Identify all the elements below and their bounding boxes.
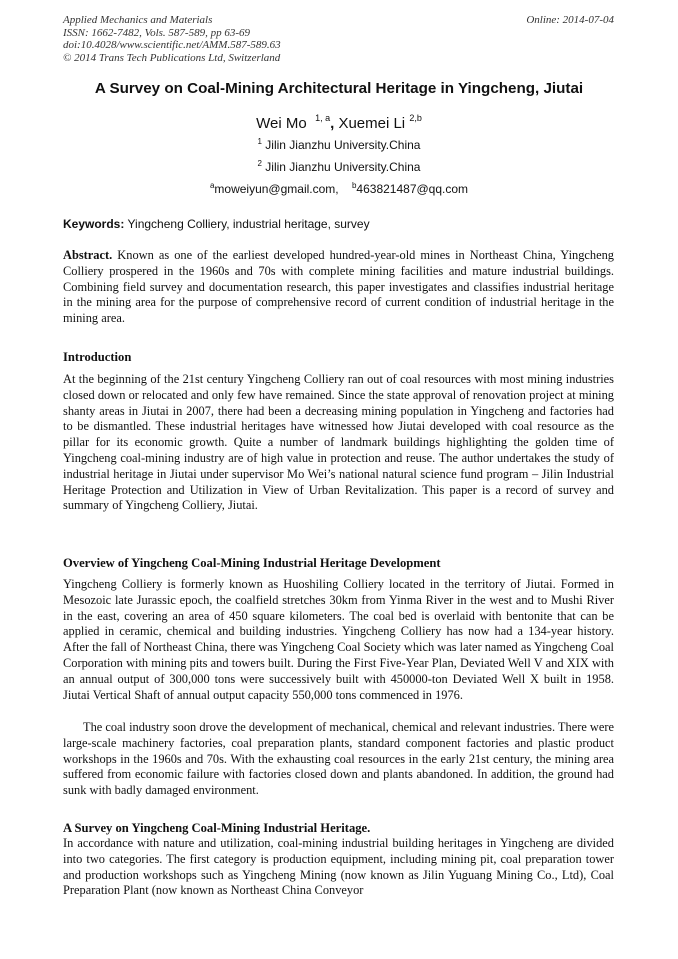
copyright-line: © 2014 Trans Tech Publications Ltd, Switzerland	[63, 51, 281, 64]
abstract-text: Known as one of the earliest developed hundred-year-old mines in Northeast China, Yingcheng Colliery prospered in the 1960s and 70s with complete mining facilities and mature industrial buildings. Combining field survey and documentation research, this paper investigates and classifies industrial heritage in the mining area for the purpose of comprehensive record of current condition of industrial heritage in the mining area.	[63, 248, 614, 326]
overview-paragraph-2: The coal industry soon drove the development of mechanical, chemical and relevant industries. There were large-scale machinery factories, coal preparation plants, standard component factories and plastic product workshops in the 1960s and 70s. With the exhausting coal resources in the early 21st century, the mining area suffered from economic failure with factories closed down and plants abandoned. In addition, the ground had sunk with badly damaged environment.	[63, 720, 614, 798]
author-1: Wei Mo	[256, 115, 307, 132]
survey-heading: A Survey on Yingcheng Coal-Mining Industrial Heritage.	[63, 821, 371, 835]
online-date: Online: 2014-07-04	[526, 14, 614, 26]
affiliation-1-sup: 1	[257, 137, 262, 146]
affiliation-2-sup: 2	[257, 159, 262, 168]
overview-paragraph-1: Yingcheng Colliery is formerly known as Huoshiling Colliery located in the territory of Jiutai. Formed in Mesozoic late Jurassic epoch, the coalfield stretches 30km from Yinma River in the west and to Mushi River in the east, covering an area of 450 square kilometers. The coal bed is overlaid with bentonite that can be applied in ceramic, chemical and building industries. Yingcheng Colliery has now had a 134-year history. After the fall of Northeast China, there was Yingcheng Coal Society which was later named as Yingcheng Coal Corporation with mining pits and towers built. During the First Five-Year Plan, Deviated Well V and XIX with an annual output of 300,000 tons were successively built with 450000-ton Deviated Well X built in 1958. Jiutai Vertical Shaft of annual output capacity 550,000 tons commenced in 1976.	[63, 577, 614, 702]
author-1-sup: 1, a	[315, 113, 331, 123]
abstract	[63, 248, 614, 327]
author-separator: ,	[330, 115, 335, 132]
journal-header	[63, 14, 281, 64]
email-b: 463821487@qq.com	[356, 182, 469, 196]
paper-title: A Survey on Coal-Mining Architectural Heritage in Yingcheng, Jiutai	[94, 80, 584, 97]
survey-text: In accordance with nature and utilization, coal-mining industrial building heritages in Yingcheng are divided into two categories. The first category is production equipment, including mining pit, coal preparation tower and production workshops such as Yingcheng Mining (now known as Jilin Yuguang Mining Co., Ltd), Coal Preparation Plant (now known as Northeast China Conveyor	[63, 836, 614, 898]
journal-name: Applied Mechanics and Materials	[63, 14, 213, 26]
email-a: moweiyun@gmail.com,	[214, 182, 339, 196]
overview-heading: Overview of Yingcheng Coal-Mining Industrial Heritage Development	[63, 556, 441, 570]
introduction-heading: Introduction	[63, 350, 132, 364]
author-2-sup: 2,b	[409, 113, 422, 123]
abstract-label: Abstract.	[63, 248, 113, 262]
affiliation-1	[0, 138, 678, 152]
author-2: Xuemei Li	[338, 115, 406, 132]
issn-line: ISSN: 1662-7482, Vols. 587-589, pp 63-69	[63, 26, 250, 39]
affiliation-2-text: Jilin Jianzhu University.China	[265, 160, 421, 174]
keywords-text: Yingcheng Colliery, industrial heritage, survey	[127, 217, 370, 231]
affiliation-2	[0, 160, 678, 174]
email-line	[0, 182, 678, 196]
keywords	[63, 217, 370, 231]
email-b-sup: b	[351, 181, 357, 190]
introduction-text: At the beginning of the 21st century Yingcheng Colliery ran out of coal resources with most mining industries closed down or relocated and only few have remained. Since the state approval of renovation project at mining shanty areas in Jiutai in 2007, there had been a decreasing mining population in Yingcheng and factories had to be dismantled. These industrial heritages have witnessed how Jiutai developed with coal resource as the pillar for its economic growth. Quite a number of landmark buildings highlighting the golden time of Yingcheng coal-mining industry are of high value in protection and reuse. The author undertakes the study of industrial heritage in Jiutai under supervisor Mo Wei’s national natural science fund program – Jilin Industrial Heritage Protection and Utilization in View of Urban Revitalization. This paper is a record of survey and summary of Yingcheng Colliery, Jiutai.	[63, 372, 614, 513]
keywords-label: Keywords:	[63, 217, 125, 231]
email-a-sup: a	[209, 181, 215, 190]
affiliation-1-text: Jilin Jianzhu University.China	[265, 138, 421, 152]
author-line	[0, 115, 678, 133]
doi-line: doi:10.4028/www.scientific.net/AMM.587-589.63	[63, 39, 281, 51]
